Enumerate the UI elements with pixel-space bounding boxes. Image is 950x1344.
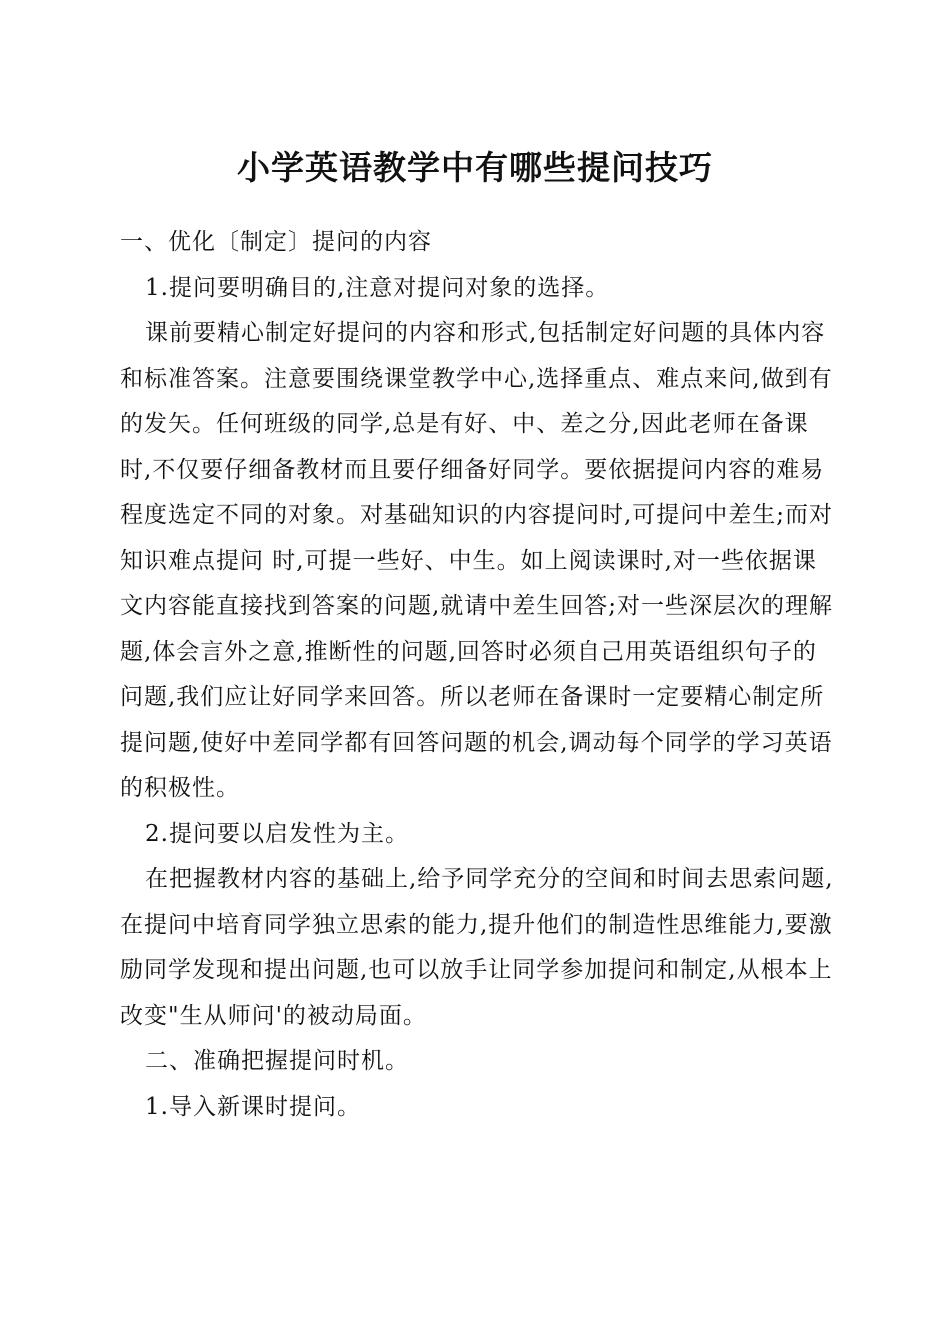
section-heading-1: 一、优化〔制定〕提问的内容 xyxy=(120,229,432,255)
section-heading-2: 二、准确把握提问时机。 xyxy=(145,1048,409,1074)
item-heading-3: 1.导入新课时提问。 xyxy=(145,1093,361,1120)
paragraph-2: 在把握教材内容的基础上,给予同学充分的空间和时间去思索问题,在提问中培育同学独立思索的能力,提升他们的制造性思维能力,要激励同学发现和提出问题,也可以放手让同学参加提问和制定,从根本上改变"生从师问'的被动局面。 xyxy=(120,866,834,1029)
item-heading-1: 1.提问要明确目的,注意对提问对象的选择。 xyxy=(145,274,610,301)
document-body xyxy=(120,220,840,1130)
item-heading-2: 2.提问要以启发性为主。 xyxy=(145,820,409,847)
document-title: 小学英语教学中有哪些提问技巧 xyxy=(237,148,713,187)
paragraph-1: 课前要精心制定好提问的内容和形式,包括制定好问题的具体内容和标准答案。注意要围绕课堂教学中心,选择重点、难点来问,做到有的发矢。任何班级的同学,总是有好、中、差之分,因此老师在备课时,不仅要仔细备教材而且要仔细备好同学。要依据提问内容的难易程度选定不同的对象。对基础知识的内容提问时,可提问中差生;而对知识难点提问 时,可提一些好、中生。如上阅读课时,对一些依据课文内容能直接找到答案的问题,就请中差生回答;对一些深层次的理解题,体会言外之意,推断性的问题,回答时必须自己用英语组织句子的问题,我们应让好同学来回答。所以老师在备课时一定要精心制定所提问题,使好中差同学都有回答问题的机会,调动每个同学的学习英语的积极性。 xyxy=(120,320,834,801)
